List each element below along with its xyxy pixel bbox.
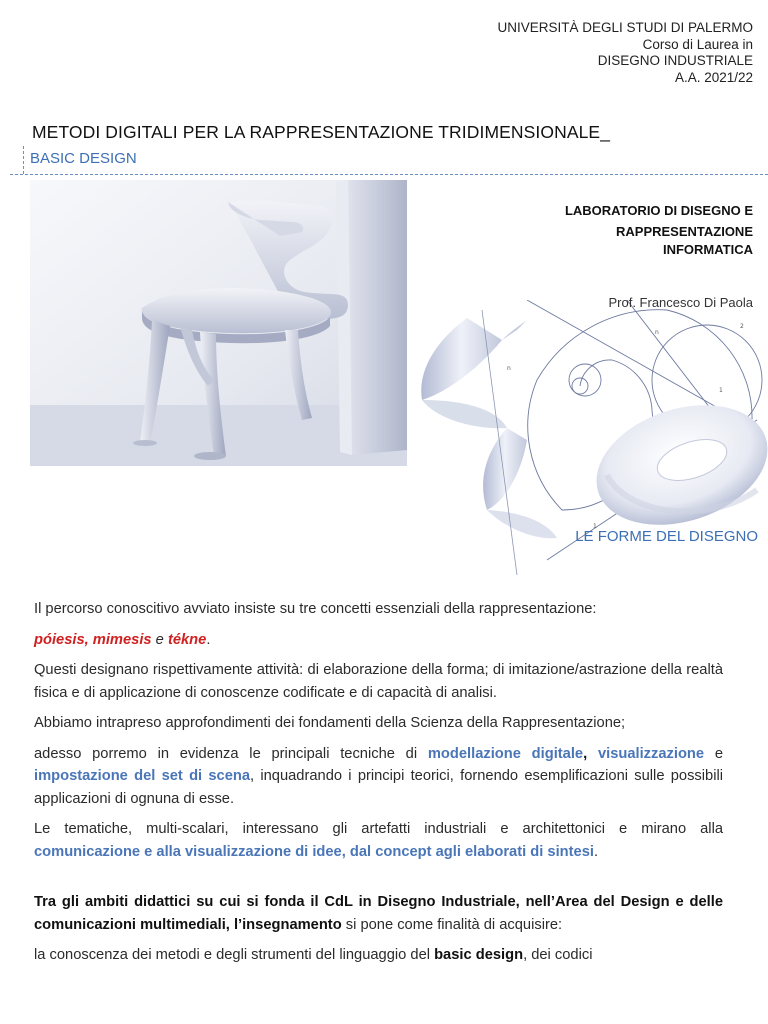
academic-year: A.A. 2021/22 bbox=[674, 69, 753, 85]
svg-text:2: 2 bbox=[740, 323, 744, 330]
goals-bold: Tra gli ambiti didattici su cui si fonda il CdL in Disegno Industriale, nell’Area del Design e delle comunicazioni multimediali, l’insegnamento bbox=[34, 894, 723, 933]
keyword-set-di-scena: impostazione del set di scena bbox=[34, 768, 251, 784]
body-text bbox=[34, 598, 723, 975]
paragraph-techniques bbox=[34, 743, 723, 811]
keyword-visualizzazione: visualizzazione bbox=[597, 745, 705, 762]
paragraph-fundamentals: Abbiamo intrapreso approfondimenti dei fondamenti della Scienza della Rappresentazione; bbox=[34, 715, 626, 731]
university-header bbox=[497, 20, 753, 86]
paragraph-concepts bbox=[34, 629, 723, 652]
concept-separator: , bbox=[84, 631, 93, 648]
knowledge-text-b: , dei codici bbox=[523, 947, 593, 963]
professor-name: Prof. Francesco Di Paola bbox=[608, 295, 753, 310]
document-title: METODI DIGITALI PER LA RAPPRESENTAZIONE TRIDIMENSIONALE_ bbox=[32, 122, 611, 142]
course-line-1: Corso di Laurea in bbox=[642, 36, 753, 52]
chair-sculpture-image bbox=[30, 180, 407, 466]
techniques-text-b: , inquadrando i principi teorici, fornendo esemplificazioni sulle possibili applicazioni di ognuna di esse. bbox=[34, 768, 723, 807]
techniques-text-a: adesso porremo in evidenza le principali tecniche di bbox=[34, 745, 428, 762]
techniques-e: e bbox=[704, 745, 724, 762]
paragraph-intro: Il percorso conoscitivo avviato insiste su tre concetti essenziali della rappresentazione: bbox=[34, 601, 597, 617]
techniques-space bbox=[587, 746, 598, 762]
themes-text-a: Le tematiche, multi-scalari, interessano gli artefatti industriali e architettonici e mirano alla bbox=[34, 821, 723, 837]
lab-title bbox=[493, 200, 753, 258]
lab-title-line-2: RAPPRESENTAZIONE bbox=[616, 224, 753, 239]
svg-text:n: n bbox=[655, 329, 659, 336]
concept-mimesis: mimesis bbox=[92, 631, 152, 648]
lab-title-line-1: LABORATORIO DI DISEGNO E bbox=[564, 203, 753, 218]
goals-rest: si pone come finalità di acquisire: bbox=[341, 916, 563, 933]
university-name: UNIVERSITÀ DEGLI STUDI DI PALERMO bbox=[497, 20, 753, 35]
knowledge-text-a: la conoscenza dei metodi e degli strumenti del linguaggio del bbox=[34, 947, 435, 963]
keyword-comunicazione: comunicazione e alla visualizzazione di idee bbox=[34, 843, 342, 860]
paragraph-goals bbox=[34, 891, 723, 936]
vertical-dashed-divider bbox=[23, 146, 24, 174]
keyword-concept-sintesi: dal concept agli elaborati di sintesi bbox=[349, 843, 594, 860]
paragraph-gap bbox=[34, 871, 723, 891]
themes-end: . bbox=[593, 843, 599, 860]
svg-text:n: n bbox=[507, 365, 511, 372]
lab-title-line-3: INFORMATICA bbox=[662, 242, 753, 257]
themes-comma: , bbox=[341, 843, 350, 860]
concept-conjunction: e bbox=[151, 631, 168, 648]
keyword-basic-design: basic design bbox=[434, 947, 524, 963]
forme-del-disegno-caption: LE FORME DEL DISEGNO bbox=[575, 528, 758, 545]
concept-end-dot: . bbox=[206, 631, 211, 648]
svg-text:1: 1 bbox=[593, 523, 597, 530]
keyword-modellazione: modellazione digitale bbox=[427, 745, 584, 762]
paragraph-knowledge bbox=[34, 944, 723, 967]
concept-tekne: tékne bbox=[167, 631, 207, 648]
paragraph-themes bbox=[34, 818, 723, 863]
techniques-comma: , bbox=[583, 745, 588, 762]
paragraph-designations: Questi designano rispettivamente attività: di elaborazione della forma; di imitazione/astrazione della realtà fisica e di applicazione di conoscenze codificate e di capacità di analisi. bbox=[34, 662, 723, 701]
horizontal-dashed-divider bbox=[10, 174, 768, 175]
document-subtitle: BASIC DESIGN bbox=[30, 150, 137, 167]
course-line-2: DISEGNO INDUSTRIALE bbox=[597, 53, 753, 68]
svg-text:1: 1 bbox=[719, 387, 723, 394]
concept-poiesis: póiesis bbox=[34, 631, 85, 648]
